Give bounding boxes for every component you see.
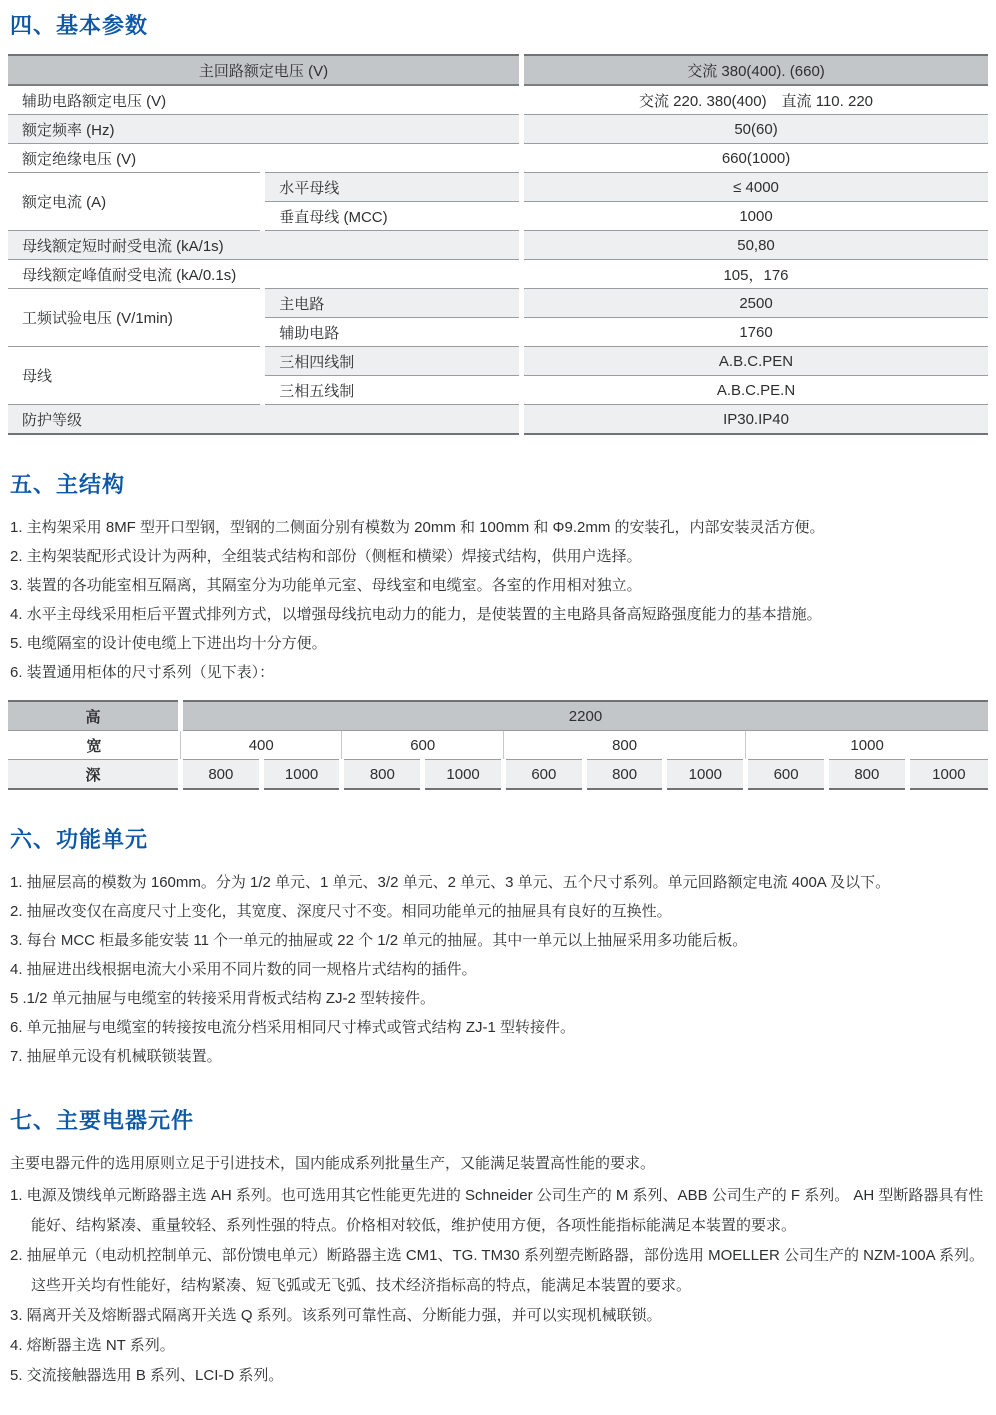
dim-value-cell: 800 [584,760,665,790]
list-item: 1. 主构架采用 8MF 型开口型钢，型钢的二侧面分别有模数为 20mm 和 100mm 和 Φ9.2mm 的安装孔，内部安装灵活方便。 [10,519,825,536]
list-item: 3. 每台 MCC 柜最多能安装 11 个一单元的抽屉或 22 个 1/2 单元的抽屉。其中一单元以上抽屉采用多功能后板。 [10,932,748,949]
section-title-main-electrical-components: 七、主要电器元件 [10,1108,195,1133]
section-intro-text: 主要电器元件的选用原则立足于引进技术，国内能成系列批量生产，又能满足装置高性能的要求。 [10,1155,656,1172]
dim-label-cell: 高 [8,701,180,731]
table-row [8,260,988,289]
param-group-label-cell: 额定电流 (A) [8,173,263,231]
list-item: 6. 装置通用柜体的尺寸系列（见下表）： [10,664,275,681]
param-value-cell: 交流 380(400). (660) [522,55,988,85]
table-row [8,115,988,144]
param-label-cell: 额定频率 (Hz) [8,115,522,144]
table-row [8,760,988,790]
dim-label-cell: 深 [8,760,180,790]
list-item: 1. 抽屉层高的模数为 160mm。分为 1/2 单元、1 单元、3/2 单元、2 单元、3 单元、五个尺寸系列。单元回路额定电流 400A 及以下。 [10,874,891,891]
list-item: 2. 主构架装配形式设计为两种，全组装式结构和部份（侧框和横梁）焊接式结构，供用户选择。 [10,548,642,565]
table-row [8,144,988,173]
list-item: 3. 装置的各功能室相互隔离，其隔室分为功能单元室、母线室和电缆室。各室的作用相对独立。 [10,577,642,594]
param-sub-label-cell: 垂直母线 (MCC) [263,202,522,231]
list-item: 2. 抽屉改变仅在高度尺寸上变化，其宽度、深度尺寸不变。相同功能单元的抽屉具有良好的互换性。 [10,903,672,920]
param-value-cell: 1000 [522,202,988,231]
list-item: 6. 单元抽屉与电缆室的转接按电流分档采用相同尺寸棒式或管式结构 ZJ-1 型转接件。 [10,1019,576,1036]
table-row [8,731,988,760]
list-item: 5. 交流接触器选用 B 系列、LCI-D 系列。 [10,1367,284,1384]
list-item: 5. 电缆隔室的设计使电缆上下进出均十分方便。 [10,635,327,652]
dim-value-cell: 1000 [907,760,988,790]
list-item: 2. 抽屉单元（电动机控制单元、部份馈电单元）断路器主选 CM1、TG. TM30 系列塑壳断路器，部份选用 MOELLER 公司生产的 NZM-100A 系列。这些开关均有性能好，结构紧凑、短飞弧或无飞弧、技术经济指标高的特点，能满足本装置的要求。 [10,1247,984,1294]
basic-parameters-table [8,54,988,435]
dim-value-cell: 800 [826,760,907,790]
table-row [8,701,988,731]
param-value-cell: 1760 [522,318,988,347]
dim-value-cell: 1000 [261,760,342,790]
dim-value-cell: 1000 [423,760,504,790]
param-value-cell: 2500 [522,289,988,318]
param-sub-label-cell: 三相五线制 [263,376,522,405]
table-row [8,173,988,202]
cabinet-dimensions-table [8,700,988,790]
param-value-cell: 50,80 [522,231,988,260]
dim-value-cell: 800 [503,731,745,760]
param-sub-label-cell: 三相四线制 [263,347,522,376]
dim-value-cell: 1000 [665,760,746,790]
param-value-cell: 交流 220. 380(400) 直流 110. 220 [522,85,988,115]
list-item: 7. 抽屉单元设有机械联锁装置。 [10,1048,222,1065]
param-value-cell: IP30.IP40 [522,405,988,435]
table-row [8,347,988,376]
list-item: 5 .1/2 单元抽屉与电缆室的转接采用背板式结构 ZJ-2 型转接件。 [10,990,436,1007]
param-label-cell: 额定绝缘电压 (V) [8,144,522,173]
param-label-cell: 母线额定短时耐受电流 (kA/1s) [8,231,522,260]
param-value-cell: 50(60) [522,115,988,144]
param-label-cell: 主回路额定电压 (V) [8,55,522,85]
param-value-cell: ≤ 4000 [522,173,988,202]
param-sub-label-cell: 主电路 [263,289,522,318]
table-row [8,405,988,435]
table-row [8,55,988,85]
dim-value-cell: 600 [503,760,584,790]
dim-value-cell: 800 [342,760,423,790]
param-label-cell: 辅助电路额定电压 (V) [8,85,522,115]
list-item: 4. 熔断器主选 NT 系列。 [10,1337,175,1354]
dim-value-cell: 1000 [746,731,988,760]
dim-value-cell: 2200 [180,701,988,731]
dim-value-cell: 600 [746,760,827,790]
dim-value-cell: 800 [180,760,261,790]
table-row [8,289,988,318]
main-components-list [10,1181,988,1391]
param-group-label-cell: 母线 [8,347,263,405]
dim-value-cell: 400 [180,731,342,760]
table-row [8,231,988,260]
param-sub-label-cell: 辅助电路 [263,318,522,347]
list-item: 4. 抽屉进出线根据电流大小采用不同片数的同一规格片式结构的插件。 [10,961,477,978]
section-title-basic-parameters: 四、基本参数 [10,13,149,38]
section-title-functional-units: 六、功能单元 [10,827,149,852]
param-value-cell: 105，176 [522,260,988,289]
dim-value-cell: 600 [342,731,504,760]
param-value-cell: A.B.C.PEN [522,347,988,376]
param-value-cell: 660(1000) [522,144,988,173]
list-item: 1. 电源及馈线单元断路器主选 AH 系列。也可选用其它性能更先进的 Schneider 公司生产的 M 系列、ABB 公司生产的 F 系列。 AH 型断路器具有性能好、结构紧凑、重量较轻、系列性强的特点。价格相对较低，维护使用方便，各项性能指标能满足本装置的要求。 [10,1187,984,1234]
list-item: 3. 隔离开关及熔断器式隔离开关选 Q 系列。该系列可靠性高、分断能力强，并可以实现机械联锁。 [10,1307,662,1324]
param-sub-label-cell: 水平母线 [263,173,522,202]
param-value-cell: A.B.C.PE.N [522,376,988,405]
main-structure-list [10,513,988,687]
param-label-cell: 防护等级 [8,405,522,435]
param-group-label-cell: 工频试验电压 (V/1min) [8,289,263,347]
functional-units-list [10,868,988,1071]
section-title-main-structure: 五、主结构 [10,472,126,497]
list-item: 4. 水平主母线采用柜后平置式排列方式，以增强母线抗电动力的能力，是使装置的主电路具备高短路强度能力的基本措施。 [10,606,822,623]
param-label-cell: 母线额定峰值耐受电流 (kA/0.1s) [8,260,522,289]
table-row [8,85,988,115]
dim-label-cell: 宽 [8,731,180,760]
